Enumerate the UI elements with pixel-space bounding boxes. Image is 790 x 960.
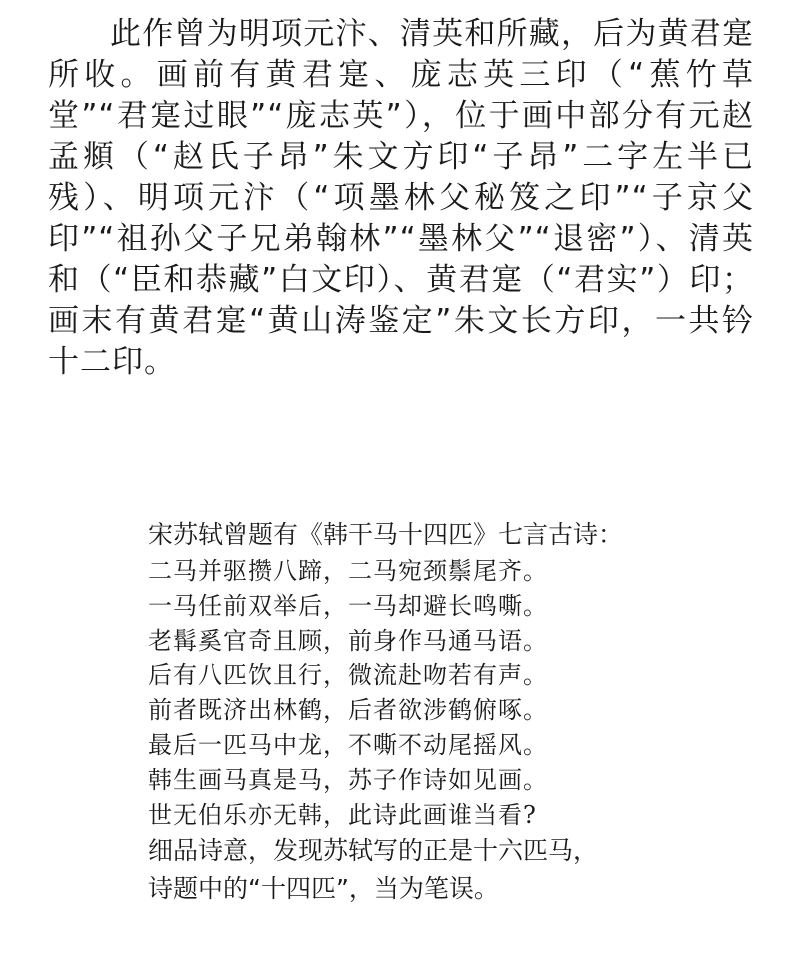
poem-line: 前者既济出林鹤，后者欲涉鹤俯啄。: [148, 696, 548, 725]
poem-line: 二马并驱攒八蹄，二马宛颈鬃尾齐。: [148, 557, 548, 585]
closing-note-line: 细品诗意，发现苏轼写的正是十六匹马，: [148, 836, 599, 866]
intro-paragraph: 此作曾为明项元汴、清英和所藏，后为黄君寔所收。画前有黄君寔、庞志英三印（“蕉竹草堂”“君寔过眼”“庞志英”），位于画中部分有元赵孟頫（“赵氏子昂”朱文方印“子昂”二字左半已残）、明项元汴（“项墨林父秘笈之印”“子京父印”“祖孙父子兄弟翰林”“墨林父”“退密”）、清英和（“臣和恭藏”白文印）、黄君寔（“君实”）印；画末有黄君寔“黄山涛鉴定”朱文长方印，一共钤十二印。: [48, 16, 754, 380]
poem-line: 世无伯乐亦无韩，此诗此画谁当看?: [148, 800, 537, 829]
poem-title: 宋苏轼曾题有《韩干马十四匹》七言古诗：: [148, 520, 624, 549]
poem-line: 一马任前双举后，一马却避长鸣嘶。: [148, 591, 548, 620]
poem-lines: [148, 554, 708, 832]
intro-section: [48, 14, 754, 383]
closing-note-line: 诗题中的“十四匹”，当为笔误。: [148, 874, 499, 904]
poem-line: 最后一匹马中龙，不嘶不动尾摇风。: [148, 730, 548, 759]
poem-line: 后有八匹饮且行，微流赴吻若有声。: [148, 661, 548, 690]
poem-section: [148, 516, 708, 908]
poem-line: 韩生画马真是马，苏子作诗如见画。: [148, 765, 548, 794]
poem-line: 老髯奚官奇且顾，前身作马通马语。: [148, 626, 548, 655]
